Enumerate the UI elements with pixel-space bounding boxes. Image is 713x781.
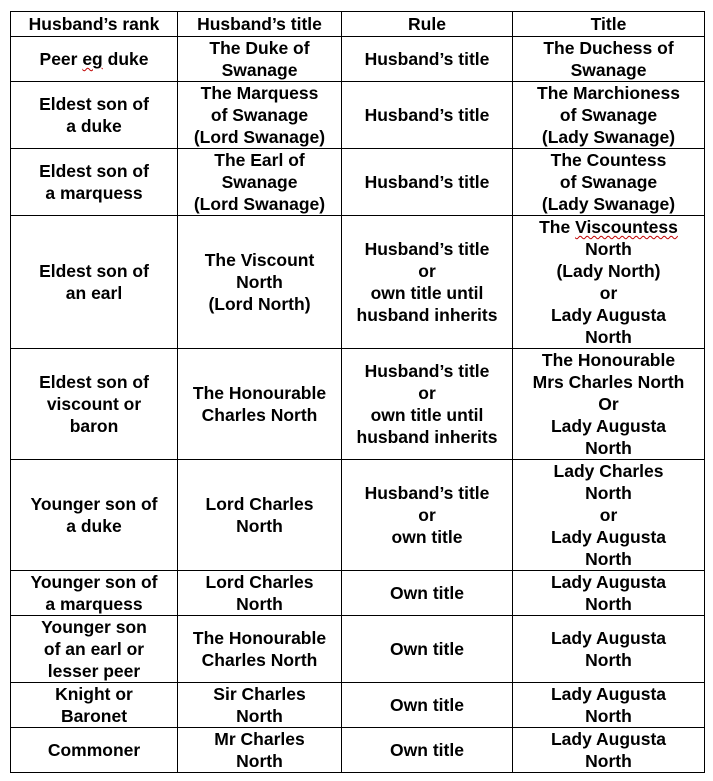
cell-line: Own title (390, 695, 464, 715)
husband-title-cell (178, 82, 342, 149)
header-row (11, 12, 705, 37)
cell-line: Younger son of (30, 494, 158, 514)
rank-cell (11, 728, 178, 773)
cell-line: Lady Augusta (550, 729, 667, 749)
cell-line: of Swanage (210, 105, 309, 125)
cell-line: a marquess (45, 183, 143, 203)
cell-line: Own title (390, 639, 464, 659)
cell-line: Eldest son of (39, 161, 149, 181)
rank-cell (11, 82, 178, 149)
rule-cell (342, 460, 513, 571)
cell-line: Eldest son of (39, 372, 149, 392)
cell-line: The Honourable (192, 628, 327, 648)
rule-cell (342, 149, 513, 216)
cell-line: an earl (65, 283, 123, 303)
cell-line: lesser peer (47, 661, 141, 681)
cell-line: (Lady Swanage) (541, 194, 676, 214)
rule-cell (342, 82, 513, 149)
cell-line: North (585, 650, 632, 670)
cell-line: North (585, 438, 632, 458)
cell-line: Lady Augusta (550, 527, 667, 547)
title-cell (513, 149, 705, 216)
cell-line: (Lord Swanage) (193, 127, 326, 147)
cell-line: Knight or (55, 684, 133, 704)
husband-title-cell (178, 349, 342, 460)
cell-line: husband inherits (356, 427, 498, 447)
cell-line: Husband’s title (364, 105, 490, 125)
title-cell (513, 37, 705, 82)
husband-title-cell (178, 216, 342, 349)
husband-title-cell (178, 683, 342, 728)
cell-line: Or (598, 394, 619, 414)
husband-title-cell (178, 460, 342, 571)
header-rule: Rule (342, 12, 513, 37)
cell-line: The Countess (550, 150, 667, 170)
rule-cell (342, 349, 513, 460)
cell-line: a duke (66, 116, 122, 136)
cell-line: North (585, 594, 632, 614)
table-row (11, 460, 705, 571)
cell-line: Baronet (60, 706, 128, 726)
cell-line: of an earl or (43, 639, 145, 659)
cell-line: Lady Augusta (550, 628, 667, 648)
cell-line: The Earl of (214, 150, 305, 170)
husband-title-cell (178, 149, 342, 216)
rule-cell (342, 683, 513, 728)
rule-cell (342, 571, 513, 616)
rule-cell (342, 37, 513, 82)
cell-line: a marquess (45, 594, 143, 614)
cell-line: (Lady North) (556, 261, 661, 281)
header-title: Title (513, 12, 705, 37)
cell-line: Swanage (221, 172, 298, 192)
husband-title-cell (178, 616, 342, 683)
cell-line: The Duke of (209, 38, 310, 58)
cell-line: Husband’s title (364, 239, 490, 259)
cell-line: North (236, 594, 283, 614)
cell-line: or (418, 261, 436, 281)
cell-line: Lord Charles (205, 494, 314, 514)
cell-line: (Lord North) (208, 294, 311, 314)
cell-line: or (418, 383, 436, 403)
title-cell (513, 728, 705, 773)
cell-line: baron (69, 416, 119, 436)
cell-line: The Honourable (192, 383, 327, 403)
cell-line: Lady Augusta (550, 684, 667, 704)
rank-cell (11, 616, 178, 683)
spellcheck-underline: eg (82, 49, 103, 69)
cell-line: North (585, 483, 632, 503)
husband-title-cell (178, 37, 342, 82)
cell-line: Lady Augusta (550, 416, 667, 436)
cell-line: Charles North (201, 405, 318, 425)
header-husbands-title: Husband’s title (178, 12, 342, 37)
title-cell (513, 82, 705, 149)
cell-line: Swanage (221, 60, 298, 80)
rank-cell (11, 460, 178, 571)
title-cell (513, 571, 705, 616)
cell-line: husband inherits (356, 305, 498, 325)
cell-line: Husband’s title (364, 172, 490, 192)
cell-line: North (585, 751, 632, 771)
cell-line: North (585, 327, 632, 347)
cell-line: or (599, 505, 618, 525)
cell-line: a duke (66, 516, 122, 536)
table-row (11, 216, 705, 349)
cell-line: Sir Charles (213, 684, 306, 704)
header-husbands-rank: Husband’s rank (11, 12, 178, 37)
title-cell (513, 683, 705, 728)
cell-line: Lord Charles (205, 572, 314, 592)
cell-line: of Swanage (559, 105, 658, 125)
cell-line: Husband’s title (364, 49, 490, 69)
rule-cell (342, 728, 513, 773)
cell-line: own title until (370, 405, 484, 425)
rank-cell (11, 571, 178, 616)
table-row (11, 149, 705, 216)
cell-line: own title until (370, 283, 484, 303)
cell-line: Mr Charles (214, 729, 305, 749)
cell-line: Peer eg duke (39, 49, 149, 69)
table-row (11, 728, 705, 773)
cell-line: Charles North (201, 650, 318, 670)
title-cell (513, 616, 705, 683)
rank-cell (11, 149, 178, 216)
cell-line: North (236, 272, 283, 292)
rank-cell (11, 683, 178, 728)
cell-line: Husband’s title (364, 483, 490, 503)
rank-cell (11, 37, 178, 82)
cell-line: North (236, 706, 283, 726)
rank-cell (11, 349, 178, 460)
title-cell (513, 349, 705, 460)
cell-line: Husband’s title (364, 361, 490, 381)
table-row (11, 349, 705, 460)
table-row (11, 571, 705, 616)
cell-line: North (236, 751, 283, 771)
cell-line: Swanage (570, 60, 647, 80)
cell-line: or (599, 283, 618, 303)
cell-line: own title (391, 527, 463, 547)
cell-line: North (585, 549, 632, 569)
cell-line: viscount or (46, 394, 142, 414)
cell-line: The Marquess (200, 83, 319, 103)
cell-line: Eldest son of (39, 94, 149, 114)
cell-line: (Lady Swanage) (541, 127, 676, 147)
cell-line: North (585, 706, 632, 726)
spellcheck-underline: Viscountess (575, 217, 678, 237)
cell-line: The Honourable (541, 350, 676, 370)
cell-line: Younger son of (30, 572, 158, 592)
table-row (11, 82, 705, 149)
cell-line: The Duchess of (543, 38, 674, 58)
cell-line: Younger son (41, 617, 147, 637)
title-cell (513, 460, 705, 571)
husband-title-cell (178, 571, 342, 616)
cell-line: North (585, 239, 632, 259)
title-cell (513, 216, 705, 349)
cell-line: The Marchioness (537, 83, 680, 103)
cell-line: Eldest son of (39, 261, 149, 281)
table-row (11, 37, 705, 82)
cell-line: Lady Augusta (550, 572, 667, 592)
rank-cell (11, 216, 178, 349)
cell-line: The Viscount (204, 250, 315, 270)
table-row (11, 616, 705, 683)
cell-line: Mrs Charles North (532, 372, 685, 392)
cell-line: Own title (390, 740, 464, 760)
cell-line: of Swanage (559, 172, 658, 192)
rule-cell (342, 616, 513, 683)
cell-line: North (236, 516, 283, 536)
cell-line: Lady Charles (553, 461, 664, 481)
cell-line: or (418, 505, 436, 525)
table-row (11, 683, 705, 728)
cell-line: Lady Augusta (550, 305, 667, 325)
rule-cell (342, 216, 513, 349)
cell-line: The Viscountess (539, 217, 678, 237)
husband-title-cell (178, 728, 342, 773)
cell-line: Own title (390, 583, 464, 603)
cell-line: Commoner (47, 740, 141, 760)
cell-line: (Lord Swanage) (193, 194, 326, 214)
titles-table (10, 11, 705, 773)
